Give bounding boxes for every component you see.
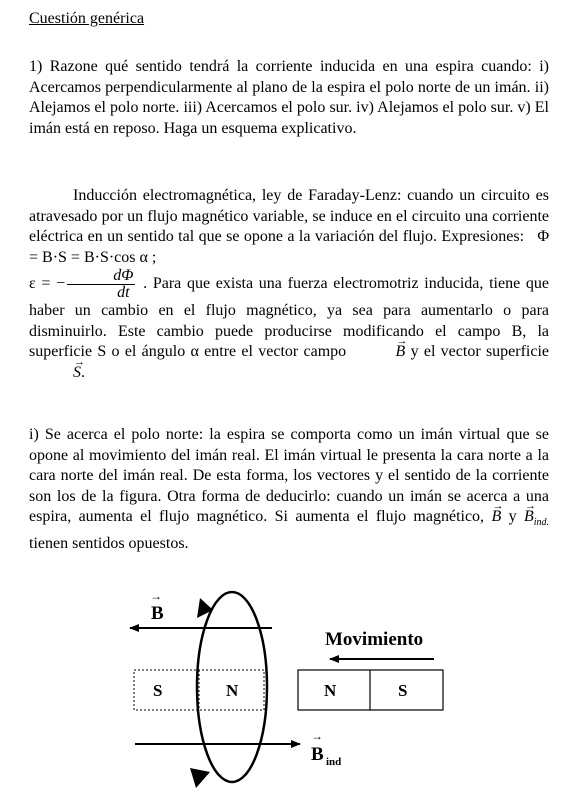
lenz-diagram — [0, 575, 578, 802]
movement-label: Movimiento — [325, 629, 424, 650]
b-label: B — [151, 603, 164, 624]
intro-text: Inducción electromagnética, ley de Faraday-Lenz: cuando un circuito es atravesado por un flujo magnético variable, se induce en el circuito una corriente eléctrica en un sentido tal que se opone a la variación del flujo. Expresiones: — [29, 187, 549, 245]
case-i-and: y — [508, 508, 517, 525]
intro-end: . — [81, 363, 85, 381]
b-ind-vector-arrow: → — [311, 729, 323, 743]
current-arrow-top — [197, 598, 213, 618]
b-vector-arrow: → — [150, 589, 162, 603]
current-arrow-bottom — [190, 768, 210, 788]
real-magnet-left-pole: N — [324, 681, 337, 700]
section-heading: Cuestión genérica — [29, 10, 145, 27]
vector-b: → B — [491, 507, 501, 528]
b-ind-label: B — [311, 744, 324, 765]
ind-subscript: ind. — [533, 517, 550, 528]
vector-s: → S — [29, 363, 81, 384]
intro-continuation: . Para que exista una fuerza electromotriz inducida, tiene que haber un cambio en el flujo magnético, ya sea para aumentarlo o para disminuirlo. Este cambio puede producirse modificando el campo B, la superficie S o el ángulo α entre el vector campo — [29, 275, 550, 360]
emf-numerator: dΦ — [67, 268, 135, 285]
virtual-magnet-right-pole: N — [226, 681, 239, 700]
case-i-tail: tienen sentidos opuestos. — [29, 534, 189, 552]
intro-paragraph — [29, 186, 549, 383]
case-i-text: i) Se acerca el polo norte: la espira se comporta como un imán virtual que se opone al movimiento del imán real. El imán virtual le presenta la cara norte a la cara norte del imán real. De esta forma, los vectores y el sentido de la corriente son los de la figura. Otra forma de deducirlo: cuando un imán se acerca a una espira, aumenta el flujo magnético. Si aumenta el flujo magnético, — [29, 426, 549, 525]
flux-formula: Φ = B·S = B·S·cos α ; — [29, 228, 550, 266]
real-magnet-right-pole: S — [398, 681, 408, 700]
vector-b-ind: → B — [524, 507, 534, 528]
emf-fraction — [67, 268, 135, 301]
case-i-paragraph — [29, 425, 549, 554]
question-text: 1) Razone qué sentido tendrá la corriente inducida en una espira cuando: i) Acercamos perpendicularmente al plano de la espira el polo norte de un imán. ii) Alejamos el polo norte. iii) Acercamos el polo sur. iv) Alejamos el polo sur. v) El imán está en reposo. Haga un esquema explicativo. — [29, 58, 549, 137]
vector-b: → B — [351, 342, 405, 363]
intro-mid: y el vector superficie — [410, 343, 550, 360]
emf-lhs: ε = − — [29, 275, 66, 293]
b-ind-subscript: ind — [326, 756, 342, 768]
virtual-magnet-left-pole: S — [153, 681, 163, 700]
emf-denominator: dt — [117, 284, 130, 301]
